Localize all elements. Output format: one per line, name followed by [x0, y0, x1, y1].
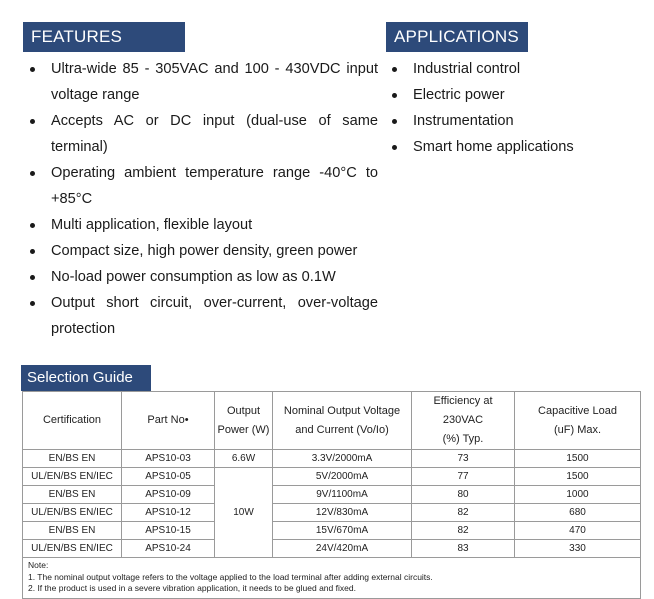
notes-row — [23, 558, 641, 599]
cell-certification: UL/EN/BS EN/IEC — [23, 468, 122, 486]
list-item: Compact size, high power density, green power — [24, 238, 378, 264]
cell-part-no: APS10-12 — [122, 504, 215, 522]
features-heading: FEATURES — [23, 22, 185, 52]
selection-guide-table — [22, 391, 641, 599]
table-row — [23, 522, 641, 540]
header-line: (%) Typ. — [442, 433, 484, 445]
list-item: Multi application, flexible layout — [24, 212, 378, 238]
header-line: Power (W) — [217, 423, 270, 436]
features-list — [24, 56, 378, 342]
header-efficiency — [412, 392, 515, 450]
cell-certification: EN/BS EN — [23, 522, 122, 540]
header-output-power — [215, 392, 273, 450]
list-item: Ultra-wide 85 - 305VAC and 100 - 430VDC input voltage range — [24, 56, 378, 108]
cell-certification: EN/BS EN — [23, 450, 122, 468]
cell-part-no: APS10-15 — [122, 522, 215, 540]
applications-list — [386, 56, 636, 160]
header-line: Capacitive Load — [538, 404, 617, 417]
cell-efficiency: 82 — [412, 522, 515, 540]
cell-part-no: APS10-05 — [122, 468, 215, 486]
cell-capacitive-load: 470 — [515, 522, 641, 540]
table-notes — [23, 558, 641, 599]
cell-part-no: APS10-09 — [122, 486, 215, 504]
cell-efficiency: 82 — [412, 504, 515, 522]
cell-certification: UL/EN/BS EN/IEC — [23, 504, 122, 522]
header-part-no: Part No• — [122, 392, 215, 450]
list-item: Instrumentation — [386, 108, 636, 134]
header-nominal-output — [273, 392, 412, 450]
header-certification: Certification — [23, 392, 122, 450]
list-item: Electric power — [386, 82, 636, 108]
cell-vo-io: 15V/670mA — [273, 522, 412, 540]
header-capacitive-load — [515, 392, 641, 450]
cell-efficiency: 73 — [412, 450, 515, 468]
cell-part-no: APS10-24 — [122, 540, 215, 558]
cell-capacitive-load: 1000 — [515, 486, 641, 504]
cell-capacitive-load: 1500 — [515, 468, 641, 486]
cell-certification: UL/EN/BS EN/IEC — [23, 540, 122, 558]
cell-capacitive-load: 1500 — [515, 450, 641, 468]
cell-vo-io: 9V/1100mA — [273, 486, 412, 504]
cell-certification: EN/BS EN — [23, 486, 122, 504]
table-row — [23, 504, 641, 522]
cell-capacitive-load: 680 — [515, 504, 641, 522]
cell-vo-io: 3.3V/2000mA — [273, 450, 412, 468]
table-row — [23, 468, 641, 486]
note-line: 2. If the product is used in a severe vibration application, it needs to be glued and fixed. — [28, 583, 356, 593]
note-line: 1. The nominal output voltage refers to the voltage applied to the load terminal after adding external circuits. — [28, 571, 433, 582]
header-line: Efficiency at 230VAC — [433, 395, 493, 426]
cell-efficiency: 77 — [412, 468, 515, 486]
list-item: Operating ambient temperature range -40°C to +85°C — [24, 160, 378, 212]
cell-efficiency: 83 — [412, 540, 515, 558]
cell-output-power: 10W — [215, 468, 273, 558]
list-item: Output short circuit, over-current, over-voltage protection — [24, 290, 378, 342]
header-line: Output — [226, 404, 261, 417]
list-item: Accepts AC or DC input (dual-use of same terminal) — [24, 108, 378, 160]
table-row — [23, 450, 641, 468]
header-line: (uF) Max. — [553, 423, 602, 436]
cell-vo-io: 24V/420mA — [273, 540, 412, 558]
cell-vo-io: 12V/830mA — [273, 504, 412, 522]
header-line: and Current (Vo/Io) — [295, 423, 389, 436]
list-item: Smart home applications — [386, 134, 636, 160]
cell-part-no: APS10-03 — [122, 450, 215, 468]
applications-heading: APPLICATIONS — [386, 22, 528, 52]
notes-label: Note: — [28, 560, 49, 570]
cell-capacitive-load: 330 — [515, 540, 641, 558]
table-row — [23, 486, 641, 504]
header-line: Nominal Output Voltage — [283, 404, 401, 417]
table-header-row — [23, 392, 641, 450]
list-item: Industrial control — [386, 56, 636, 82]
cell-efficiency: 80 — [412, 486, 515, 504]
cell-output-power: 6.6W — [215, 450, 273, 468]
selection-guide-heading: Selection Guide — [21, 365, 151, 391]
list-item: No-load power consumption as low as 0.1W — [24, 264, 378, 290]
table-row — [23, 540, 641, 558]
cell-vo-io: 5V/2000mA — [273, 468, 412, 486]
